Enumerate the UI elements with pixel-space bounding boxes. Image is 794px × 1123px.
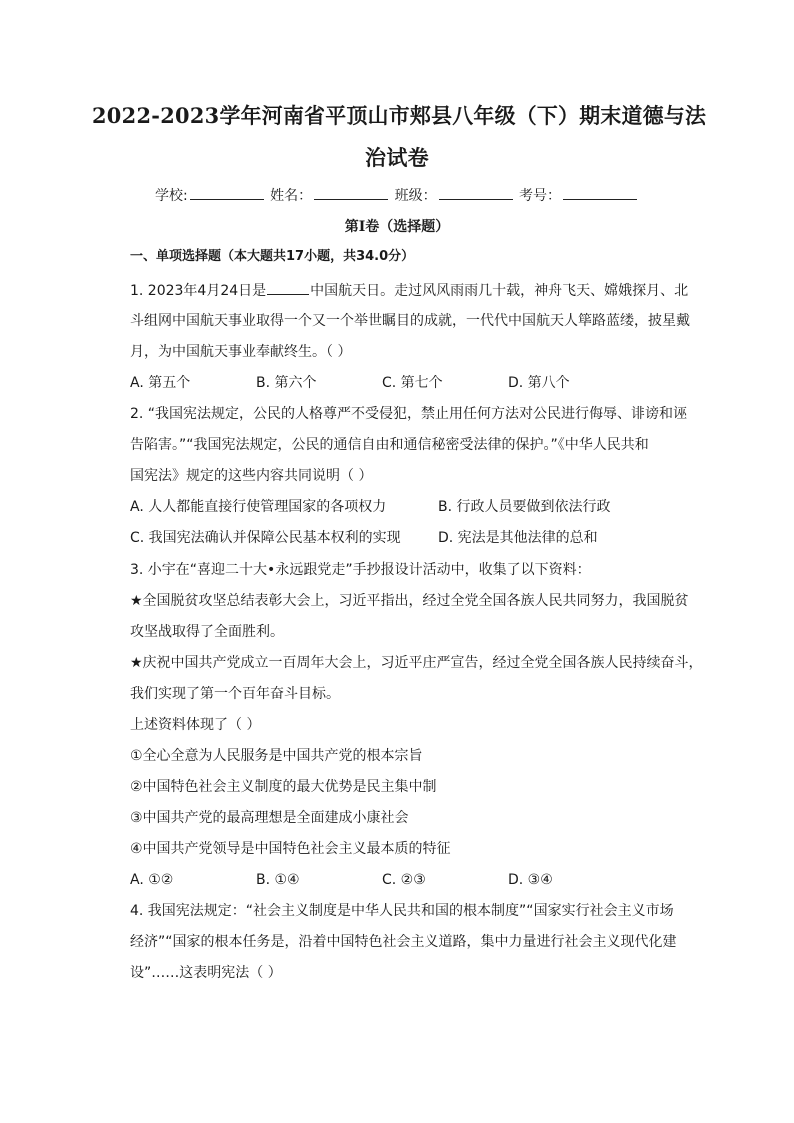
q1-line2: 斗组网中国航天事业取得一个又一个举世瞩目的成就，一代代中国航天人筚路蓝缕，披星戴 xyxy=(130,313,690,329)
q3-option-d: D. ③④ xyxy=(508,872,553,888)
q2-option-d: D. 宪法是其他法律的总和 xyxy=(438,530,598,546)
q4-line1: 4. 我国宪法规定：“社会主义制度是中华人民共和国的根本制度”“国家实行社会主义市场 xyxy=(130,903,674,919)
q2-option-a: A. 人人都能直接行使管理国家的各项权力 xyxy=(130,499,387,515)
exam-number-label: 考号： xyxy=(519,188,562,204)
q3-option-b: B. ①④ xyxy=(256,872,300,888)
q3-option-c: C. ②③ xyxy=(382,872,426,888)
q4-line3: 设”……这表明宪法（ ） xyxy=(130,965,282,981)
q2-option-c: C. 我国宪法确认并保障公民基本权利的实现 xyxy=(130,530,401,546)
q2-line1: 2. “我国宪法规定，公民的人格尊严不受侵犯，禁止用任何方法对公民进行侮辱、诽谤和诬 xyxy=(130,406,688,422)
school-blank xyxy=(190,184,264,200)
q1-line1 xyxy=(130,279,688,302)
part-title: 一、单项选择题（本大题共17小题，共34.0分） xyxy=(130,249,415,264)
name-blank xyxy=(314,184,388,200)
q3-option-a: A. ①② xyxy=(130,872,174,888)
student-info-row xyxy=(100,184,694,207)
q1-line3: 月，为中国航天事业奉献终生。（ ） xyxy=(130,344,352,360)
exam-title-line2: 治试卷 xyxy=(365,145,429,170)
q3-line2: ★全国脱贫攻坚总结表彰大会上，习近平指出，经过全党全国各族人民共同努力，我国脱贫 xyxy=(130,593,689,609)
q3-line6: 上述资料体现了（ ） xyxy=(130,717,261,733)
q3-statement-4: ④中国共产党领导是中国特色社会主义最本质的特征 xyxy=(130,841,451,857)
q2-option-b: B. 行政人员要做到依法行政 xyxy=(438,499,611,515)
q1-stem-post: 中国航天日。走过风风雨雨几十载，神舟飞天、嫦娥探月、北 xyxy=(310,283,689,299)
class-label: 班级： xyxy=(394,188,437,204)
q1-option-c: C. 第七个 xyxy=(382,375,443,391)
section-title: 第Ⅰ卷（选择题） xyxy=(344,219,450,235)
q3-line3: 攻坚战取得了全面胜利。 xyxy=(130,624,284,640)
q1-stem-pre: 1. 2023年4月24日是 xyxy=(130,283,267,299)
q3-line1: 3. 小宇在“喜迎二十大•永远跟党走”手抄报设计活动中，收集了以下资料： xyxy=(130,562,591,578)
q1-answer-blank xyxy=(267,279,309,295)
q3-line5: 我们实现了第一个百年奋斗目标。 xyxy=(130,686,340,702)
q2-line3: 国宪法》规定的这些内容共同说明（ ） xyxy=(130,468,373,484)
q3-statement-3: ③中国共产党的最高理想是全面建成小康社会 xyxy=(130,810,409,826)
q3-statement-2: ②中国特色社会主义制度的最大优势是民主集中制 xyxy=(130,779,437,795)
q1-option-b: B. 第六个 xyxy=(256,375,317,391)
q2-line2: 告陷害。”“我国宪法规定，公民的通信自由和通信秘密受法律的保护。”《中华人民共和 xyxy=(130,437,649,453)
exam-title-line1: 2022-2023学年河南省平顶山市郏县八年级（下）期末道德与法 xyxy=(91,103,707,128)
q1-option-d: D. 第八个 xyxy=(508,375,570,391)
q4-line2: 经济”“国家的根本任务是，沿着中国特色社会主义道路，集中力量进行社会主义现代化建 xyxy=(130,934,677,950)
q1-option-a: A. 第五个 xyxy=(130,375,191,391)
q3-line4: ★庆祝中国共产党成立一百周年大会上，习近平庄严宣告，经过全党全国各族人民持续奋斗， xyxy=(130,655,703,671)
school-label: 学校: xyxy=(154,188,188,204)
q3-statement-1: ①全心全意为人民服务是中国共产党的根本宗旨 xyxy=(130,748,423,764)
class-blank xyxy=(439,184,513,200)
name-label: 姓名： xyxy=(270,188,313,204)
exam-number-blank xyxy=(563,184,637,200)
